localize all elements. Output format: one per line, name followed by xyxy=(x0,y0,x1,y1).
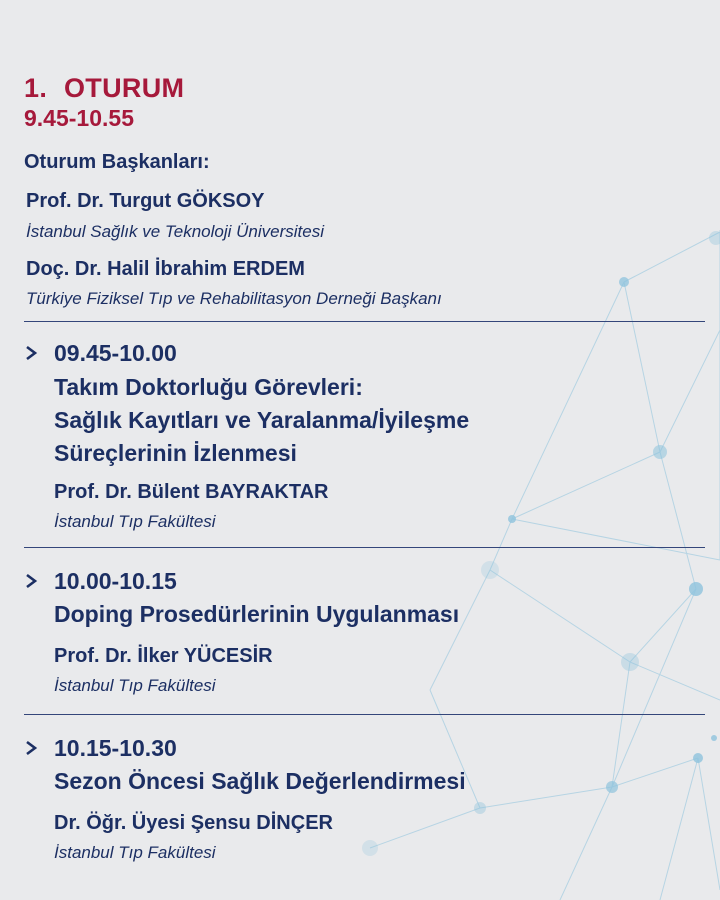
talk-title-line: Sağlık Kayıtları ve Yaralanma/İyileşme xyxy=(54,407,470,433)
speaker-institution: İstanbul Tıp Fakültesi xyxy=(54,843,216,862)
chevron-right-icon xyxy=(22,572,40,590)
section-divider xyxy=(24,714,705,715)
chevron-right-icon xyxy=(22,344,40,362)
session-label: OTURUM xyxy=(64,73,185,103)
talk-title xyxy=(54,765,466,798)
section-divider xyxy=(24,321,705,322)
talk-title-line: Takım Doktorluğu Görevleri: xyxy=(54,374,363,400)
talk-time: 09.45-10.00 xyxy=(54,340,177,366)
speaker-institution: İstanbul Tıp Fakültesi xyxy=(54,676,216,695)
chair-name: Prof. Dr. Turgut GÖKSOY xyxy=(26,190,265,212)
talk-title-line: Süreçlerinin İzlenmesi xyxy=(54,440,297,466)
speaker-institution: İstanbul Tıp Fakültesi xyxy=(54,512,216,531)
talk-title xyxy=(54,598,459,631)
chair-institution: İstanbul Sağlık ve Teknoloji Üniversitesi xyxy=(26,222,324,241)
session-heading xyxy=(24,73,184,104)
section-divider xyxy=(24,547,705,548)
speaker-name: Prof. Dr. İlker YÜCESİR xyxy=(54,645,273,667)
session-time: 9.45-10.55 xyxy=(24,105,134,131)
chevron-right-icon xyxy=(22,739,40,757)
talk-time: 10.00-10.15 xyxy=(54,568,177,594)
talk-title xyxy=(54,371,469,470)
chair-name: Doç. Dr. Halil İbrahim ERDEM xyxy=(26,258,305,280)
talk-title-line: Sezon Öncesi Sağlık Değerlendirmesi xyxy=(54,768,466,794)
talk-title-line: Doping Prosedürlerinin Uygulanması xyxy=(54,601,460,627)
chairs-label: Oturum Başkanları: xyxy=(24,151,210,173)
talk-time: 10.15-10.30 xyxy=(54,735,177,761)
speaker-name: Prof. Dr. Bülent BAYRAKTAR xyxy=(54,481,329,503)
speaker-name: Dr. Öğr. Üyesi Şensu DİNÇER xyxy=(54,812,333,834)
chair-institution: Türkiye Fiziksel Tıp ve Rehabilitasyon Derneği Başkanı xyxy=(26,289,442,308)
session-number: 1. xyxy=(24,73,48,103)
